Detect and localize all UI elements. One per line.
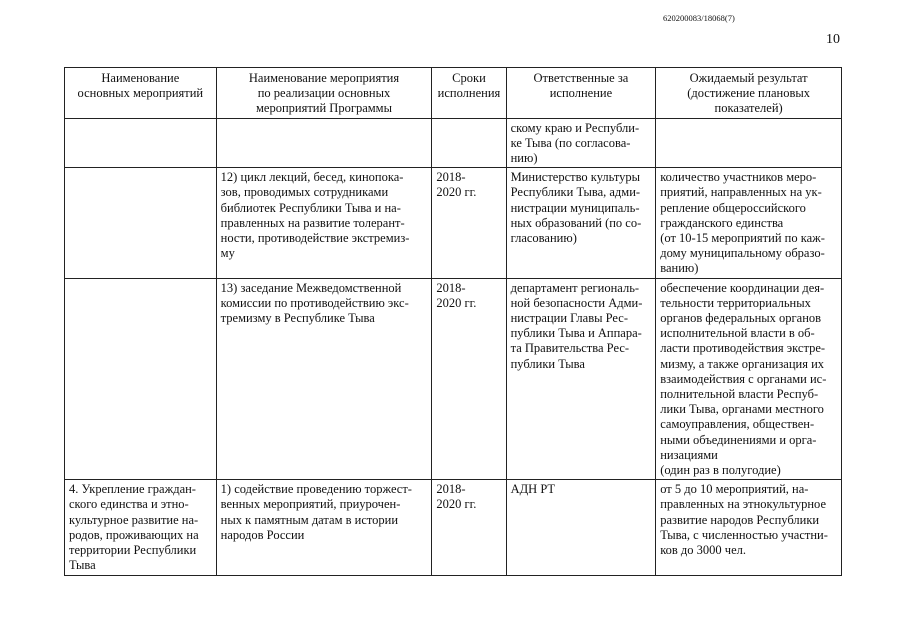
cell-main: [65, 118, 217, 168]
column-header-activity-name: Наименование мероприятия по реализации основных мероприятий Программы: [216, 68, 432, 119]
cell-terms: [432, 118, 506, 168]
column-header-main-activities: Наименование основных мероприятий: [65, 68, 217, 119]
cell-main: 4. Укрепление граждан- ского единства и этно- культурное развитие на- родов, проживающих на территории Республики Тыва: [65, 480, 217, 575]
cell-responsible: АДН РТ: [506, 480, 656, 575]
cell-responsible: департамент региональ- ной безопасности Адми- нистрации Главы Рес- публики Тыва и Аппара- та Правительства Рес- публики Тыва: [506, 278, 656, 480]
cell-responsible: скому краю и Республи- ке Тыва (по согласова- нию): [506, 118, 656, 168]
cell-main: [65, 168, 217, 278]
cell-result: [656, 118, 842, 168]
cell-terms: 2018- 2020 гг.: [432, 278, 506, 480]
cell-terms: 2018- 2020 гг.: [432, 168, 506, 278]
document-code: 620200083/18068(7): [663, 13, 735, 23]
cell-activity: 12) цикл лекций, бесед, кинопока- зов, проводимых сотрудниками библиотек Республики Тыва и на- правленных на развитие толерант- ности, противодействие экстремиз- му: [216, 168, 432, 278]
cell-activity: 1) содействие проведению торжест- венных мероприятий, приурочен- ных к памятным датам в истории народов России: [216, 480, 432, 575]
cell-terms: 2018- 2020 гг.: [432, 480, 506, 575]
table-row: [65, 118, 842, 168]
table-row: [65, 278, 842, 480]
cell-activity: 13) заседание Межведомственной комиссии по противодействию экс- тремизму в Республике Тыва: [216, 278, 432, 480]
cell-main: [65, 278, 217, 480]
cell-activity: [216, 118, 432, 168]
column-header-expected-result: Ожидаемый результат (достижение плановых показателей): [656, 68, 842, 119]
cell-result: от 5 до 10 мероприятий, на- правленных на этнокультурное развитие народов Республики Тыва, с численностью участни- ков до 3000 чел.: [656, 480, 842, 575]
page-number: 10: [826, 32, 840, 47]
cell-result: количество участников меро- приятий, направленных на ук- репление общероссийского гражданского единства (от 10-15 мероприятий по каж- дому муниципальному образо- ванию): [656, 168, 842, 278]
table-row: [65, 480, 842, 575]
table-row: [65, 168, 842, 278]
column-header-responsible: Ответственные за исполнение: [506, 68, 656, 119]
column-header-terms: Сроки исполнения: [432, 68, 506, 119]
cell-responsible: Министерство культуры Республики Тыва, адми- нистрации муниципаль- ных образований (по со- гласованию): [506, 168, 656, 278]
program-activities-table: [64, 67, 842, 576]
cell-result: обеспечение координации дея- тельности территориальных органов федеральных органов исполнительной власти в об- ласти противодействия экстре- мизму, а также организация их взаимодействия с органами ис- полнительной власти Респуб- лики Тыва, органами местного самоуправления, обществен- ными объединениями и орга- низациями (один раз в полугодие): [656, 278, 842, 480]
table-header-row: [65, 68, 842, 119]
